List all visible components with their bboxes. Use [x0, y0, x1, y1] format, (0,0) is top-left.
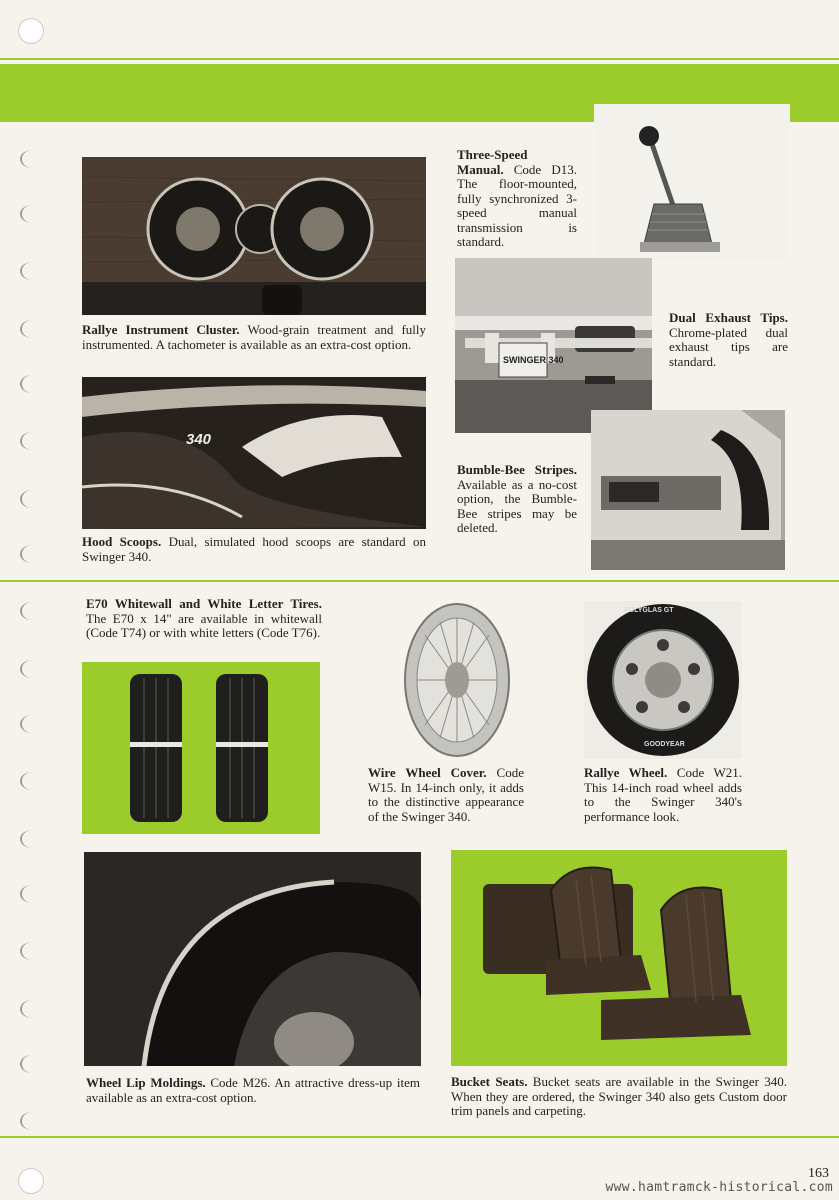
binder-hole — [20, 715, 44, 733]
hood-badge-text: 340 — [186, 431, 212, 448]
e70-tires-caption: E70 Whitewall and White Letter Tires. The E70 x 14" are available in whitewall (Code T74) or with white letters (Code T76). — [86, 596, 322, 640]
bumble-bee-photo — [591, 410, 785, 570]
binder-hole — [20, 885, 44, 903]
watermark: www.hamtramck-historical.com — [605, 1180, 833, 1195]
dual-exhaust-photo — [455, 258, 652, 433]
binder-hole — [20, 602, 44, 620]
binder-hole — [20, 1055, 44, 1073]
top-rule — [0, 58, 839, 60]
bucket-seats-photo — [451, 850, 787, 1066]
bumble-bee-caption: Bumble-Bee Stripes. Available as a no-cost option, the Bumble-Bee stripes may be deleted. — [457, 462, 577, 535]
wire-wheel-caption: Wire Wheel Cover. Code W15. In 14-inch only, it adds to the distinctive appearance of the Swinger 340. — [368, 765, 524, 824]
rallye-cluster-caption: Rallye Instrument Cluster. Wood-grain treatment and fully instrumented. A tachometer is available as an extra-cost option. — [82, 322, 426, 352]
rallye-wheel-photo — [584, 601, 742, 759]
binder-hole — [18, 1168, 44, 1194]
binder-hole — [18, 18, 44, 44]
e70-tires-photo — [82, 662, 320, 834]
binder-hole — [20, 320, 44, 338]
hood-scoops-caption: Hood Scoops. Dual, simulated hood scoops are standard on Swinger 340. — [82, 534, 426, 564]
three-speed-caption: Three-Speed Manual. Code D13. The floor-mounted, fully synchronized 3-speed manual transmission is standard. — [457, 147, 577, 249]
tire-brand-lower: GOODYEAR — [644, 741, 685, 748]
binder-hole — [20, 660, 44, 678]
binder-hole — [20, 942, 44, 960]
dual-exhaust-caption: Dual Exhaust Tips. Chrome-plated dual exhaust tips are standard. — [669, 310, 788, 369]
wheel-lip-photo — [84, 852, 421, 1066]
binder-hole — [20, 262, 44, 280]
binder-hole — [20, 1000, 44, 1018]
binder-hole — [20, 432, 44, 450]
page-number: 163 — [808, 1166, 829, 1181]
binder-hole — [20, 772, 44, 790]
wire-wheel-photo — [400, 600, 515, 760]
bucket-seats-caption: Bucket Seats. Bucket seats are available in the Swinger 340. When they are ordered, the Swinger 340 also gets Custom door trim panels and carpeting. — [451, 1074, 788, 1118]
binder-hole — [20, 205, 44, 223]
binder-hole — [20, 490, 44, 508]
binder-hole — [20, 545, 44, 563]
binder-hole — [20, 830, 44, 848]
binder-hole — [20, 1112, 44, 1130]
shifter-photo — [594, 104, 790, 260]
tire-brand-upper: POLYGLAS GT — [624, 607, 674, 614]
binder-hole — [20, 150, 44, 168]
bottom-rule — [0, 1136, 839, 1138]
binder-hole — [20, 375, 44, 393]
rallye-wheel-caption: Rallye Wheel. Code W21. This 14-inch road wheel adds to the Swinger 340's performance look. — [584, 765, 743, 824]
rallye-cluster-photo — [82, 157, 426, 315]
hood-scoops-photo — [82, 377, 426, 529]
middle-rule — [0, 580, 839, 582]
wheel-lip-caption: Wheel Lip Moldings. Code M26. An attractive dress-up item available as an extra-cost option. — [86, 1075, 421, 1105]
license-plate-text: SWINGER 340 — [503, 355, 564, 365]
